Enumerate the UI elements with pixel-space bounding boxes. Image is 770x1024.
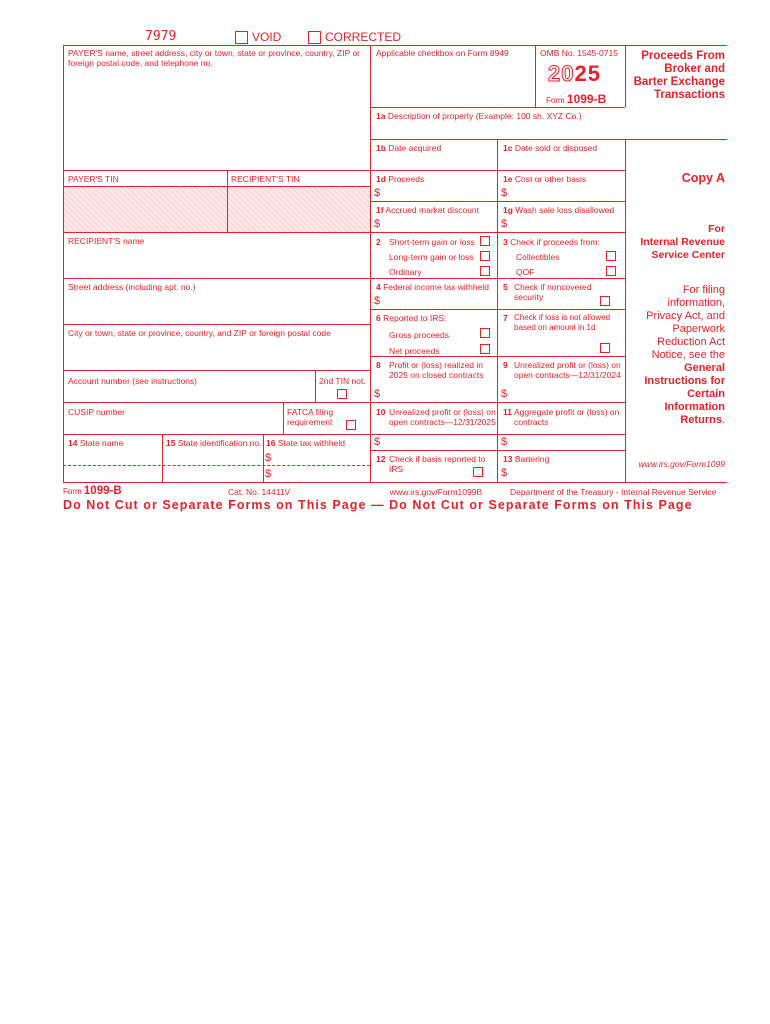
filing-line-6: Notice, see the	[651, 349, 725, 361]
box-5-number: 5	[503, 282, 508, 292]
box-4-label: 4 Federal income tax withheld	[376, 282, 489, 292]
box-1d-field[interactable]	[384, 185, 496, 200]
box-13-label: 13 Bartering	[503, 454, 550, 464]
box-8-label: Profit or (loss) realized in 2025 on closed contracts	[389, 360, 484, 380]
box-2-long-label: Long-term gain or loss	[389, 252, 474, 262]
payer-name-field[interactable]	[64, 72, 369, 169]
box-11-number: 11	[503, 407, 512, 417]
box-1g-field[interactable]	[511, 216, 624, 231]
box-3-qof-checkbox[interactable]	[606, 266, 616, 276]
box-7-checkbox[interactable]	[600, 343, 610, 353]
box-16-label: 16 State tax withheld	[266, 438, 345, 448]
box-2-short-checkbox[interactable]	[480, 236, 490, 246]
second-tin-checkbox[interactable]	[337, 389, 347, 399]
box-1e-field[interactable]	[511, 185, 624, 200]
footer-dept: Department of the Treasury - Internal Revenue Service	[510, 487, 717, 497]
box-1b-field[interactable]	[371, 154, 496, 169]
form-title	[626, 50, 725, 102]
account-number-label: Account number (see instructions)	[68, 376, 197, 386]
box-4-dollar: $	[374, 295, 381, 307]
box-10-number: 10	[376, 407, 386, 417]
box-11-field[interactable]	[511, 435, 624, 449]
box-16-field[interactable]	[275, 450, 369, 481]
box-6-gross-checkbox[interactable]	[480, 328, 490, 338]
general-line-3: Certain	[687, 388, 725, 400]
footer-form-word: Form	[63, 487, 82, 496]
payer-tin-label: PAYER'S TIN	[68, 174, 119, 184]
city-label: City or town, state or province, country, and ZIP or foreign postal code	[68, 328, 331, 338]
city-field[interactable]	[64, 340, 369, 369]
title-line-3: Barter Exchange	[633, 76, 725, 88]
box-1e-dollar: $	[501, 187, 508, 199]
box-6-gross-label: Gross proceeds	[389, 330, 449, 340]
form-id	[546, 94, 606, 106]
box-6-label: 6 Reported to IRS:	[376, 313, 447, 323]
filing-line-5: Reduction Act	[657, 336, 725, 348]
box-9-label: Unrealized profit or (loss) on open contracts—12/31/2024	[514, 360, 621, 380]
filing-line-1: For filing	[682, 284, 725, 296]
corrected-checkbox[interactable]	[308, 31, 321, 44]
box-6-net-checkbox[interactable]	[480, 344, 490, 354]
recipient-name-field[interactable]	[64, 248, 369, 277]
box-12-checkbox[interactable]	[473, 467, 483, 477]
applicable-checkbox-label: Applicable checkbox on Form 8949	[376, 48, 509, 58]
general-line-1: General	[684, 362, 725, 374]
void-checkbox[interactable]	[235, 31, 248, 44]
form-name: 1099-B	[566, 92, 607, 106]
box-8-number: 8	[376, 360, 381, 370]
street-address-field[interactable]	[64, 294, 369, 323]
general-line-5: Returns	[680, 414, 722, 426]
fatca-label: FATCA filing requirement	[287, 407, 334, 427]
box-1e-label: 1e Cost or other basis	[503, 174, 587, 184]
box-12-number: 12	[376, 454, 386, 464]
box-3-label: 3 Check if proceeds from:	[503, 237, 600, 247]
copy-a-title: Copy A	[681, 171, 725, 185]
copy-irs-line-2: Service Center	[651, 249, 725, 261]
copy-website[interactable]: www.irs.gov/Form1099	[638, 459, 725, 469]
tax-year-suffix: 25	[574, 61, 601, 86]
box-13-dollar: $	[501, 467, 508, 479]
footer-form-id	[63, 485, 122, 498]
box-1d-label: 1d Proceeds	[376, 174, 425, 184]
box-12-label: Check if basis reported to IRS	[389, 454, 486, 474]
box-1g-dollar: $	[501, 218, 508, 230]
omb-number: OMB No. 1545-0715	[540, 48, 618, 58]
box-15-field[interactable]	[163, 449, 262, 481]
street-address-label: Street address (including apt. no.)	[68, 282, 196, 292]
footer-cat-no: Cat. No. 14411V	[228, 487, 291, 497]
copy-filing-info	[626, 284, 725, 427]
box-11-label: Aggregate profit or (loss) on contracts	[514, 407, 620, 427]
box-10-label: Unrealized profit or (loss) on open contracts—12/31/2025	[389, 407, 496, 427]
cusip-field[interactable]	[64, 418, 282, 433]
box-16-dollar-2: $	[265, 468, 272, 480]
box-4-field[interactable]	[384, 293, 496, 308]
box-10-dollar: $	[374, 436, 381, 448]
title-line-1: Proceeds From	[641, 50, 725, 62]
applicable-checkbox-field[interactable]	[371, 60, 534, 106]
box-9-field[interactable]	[511, 386, 624, 401]
box-1g-label: 1g Wash sale loss disallowed	[503, 205, 615, 215]
box-1b-label: 1b Date acquired	[376, 143, 442, 153]
box-7-label: Check if loss is not allowed based on amount in 1d	[514, 313, 611, 332]
box-7-number: 7	[503, 313, 508, 323]
box-2-long-checkbox[interactable]	[480, 251, 490, 261]
recipient-tin-field[interactable]	[228, 187, 370, 232]
box-2-short-label: Short-term gain or loss	[389, 237, 475, 247]
footer-warning: Do Not Cut or Separate Forms on This Page — Do Not Cut or Separate Forms on This Page	[63, 498, 693, 512]
general-line-5-wrap	[626, 414, 725, 427]
recipient-name-label: RECIPIENT'S name	[68, 236, 145, 246]
general-line-4: Information	[664, 401, 725, 413]
box-1f-field[interactable]	[384, 216, 496, 231]
void-label: VOID	[252, 30, 282, 44]
box-14-label: 14 State name	[68, 438, 124, 448]
box-1f-dollar: $	[374, 218, 381, 230]
payer-name-label: PAYER'S name, street address, city or town, state or province, country, ZIP or foreign postal code, and telephone no.	[68, 48, 361, 68]
filing-line-4: Paperwork	[672, 323, 725, 335]
fatca-checkbox[interactable]	[346, 420, 356, 430]
box-1c-field[interactable]	[498, 154, 624, 169]
box-3-collectibles-checkbox[interactable]	[606, 251, 616, 261]
footer-url[interactable]: www.irs.gov/Form1099B	[390, 487, 483, 497]
cusip-label: CUSIP number	[68, 407, 126, 417]
box-2-ordinary-checkbox[interactable]	[480, 266, 490, 276]
box-3-qof-label: QOF	[516, 267, 535, 277]
general-period: .	[721, 414, 725, 426]
tax-year-prefix: 20	[548, 61, 575, 86]
box-13-field[interactable]	[511, 465, 624, 481]
tax-year	[548, 62, 601, 86]
box-6-net-label: Net proceeds	[389, 346, 440, 356]
box-3-collectibles-label: Collectibles	[516, 252, 560, 262]
box-11-dollar: $	[501, 436, 508, 448]
box-2-ordinary-label: Ordinary	[389, 267, 422, 277]
title-line-2: Broker and	[664, 63, 725, 75]
box-5-checkbox[interactable]	[600, 296, 610, 306]
box-9-number: 9	[503, 360, 508, 370]
filing-line-2: information,	[667, 297, 725, 309]
box-1a-field[interactable]	[371, 122, 726, 138]
box-10-field[interactable]	[384, 435, 496, 449]
corrected-label: CORRECTED	[325, 30, 402, 44]
form-word: Form	[546, 96, 565, 105]
general-line-2: Instructions for	[644, 375, 725, 387]
box-16-dollar-1: $	[265, 452, 272, 464]
box-9-dollar: $	[501, 388, 508, 400]
box-1c-label: 1c Date sold or disposed	[503, 143, 598, 153]
title-line-4: Transactions	[654, 89, 725, 101]
box-8-dollar: $	[374, 388, 381, 400]
filing-line-3: Privacy Act, and	[646, 310, 725, 322]
box-1d-dollar: $	[374, 187, 381, 199]
box-1f-label: 1f Accrued market discount	[376, 205, 480, 215]
form-code: 7979	[145, 29, 177, 44]
box-5-label: Check if noncovered security	[514, 282, 592, 302]
copy-irs-line-1: Internal Revenue	[640, 236, 725, 248]
box-8-field[interactable]	[384, 386, 496, 401]
box-15-label: 15 State identification no.	[166, 438, 262, 448]
copy-for-irs	[626, 223, 725, 262]
recipient-tin-label: RECIPIENT'S TIN	[231, 174, 300, 184]
box-2-number: 2	[376, 237, 381, 247]
payer-tin-field[interactable]	[64, 187, 227, 232]
footer-form-name: 1099-B	[83, 485, 122, 497]
account-number-field[interactable]	[64, 387, 314, 401]
box-14-field[interactable]	[64, 449, 161, 481]
second-tin-label: 2nd TIN not.	[319, 376, 366, 386]
copy-for-label: For	[708, 223, 725, 235]
box-1a-label: 1a Description of property (Example: 100 sh. XYZ Co.)	[376, 111, 582, 121]
